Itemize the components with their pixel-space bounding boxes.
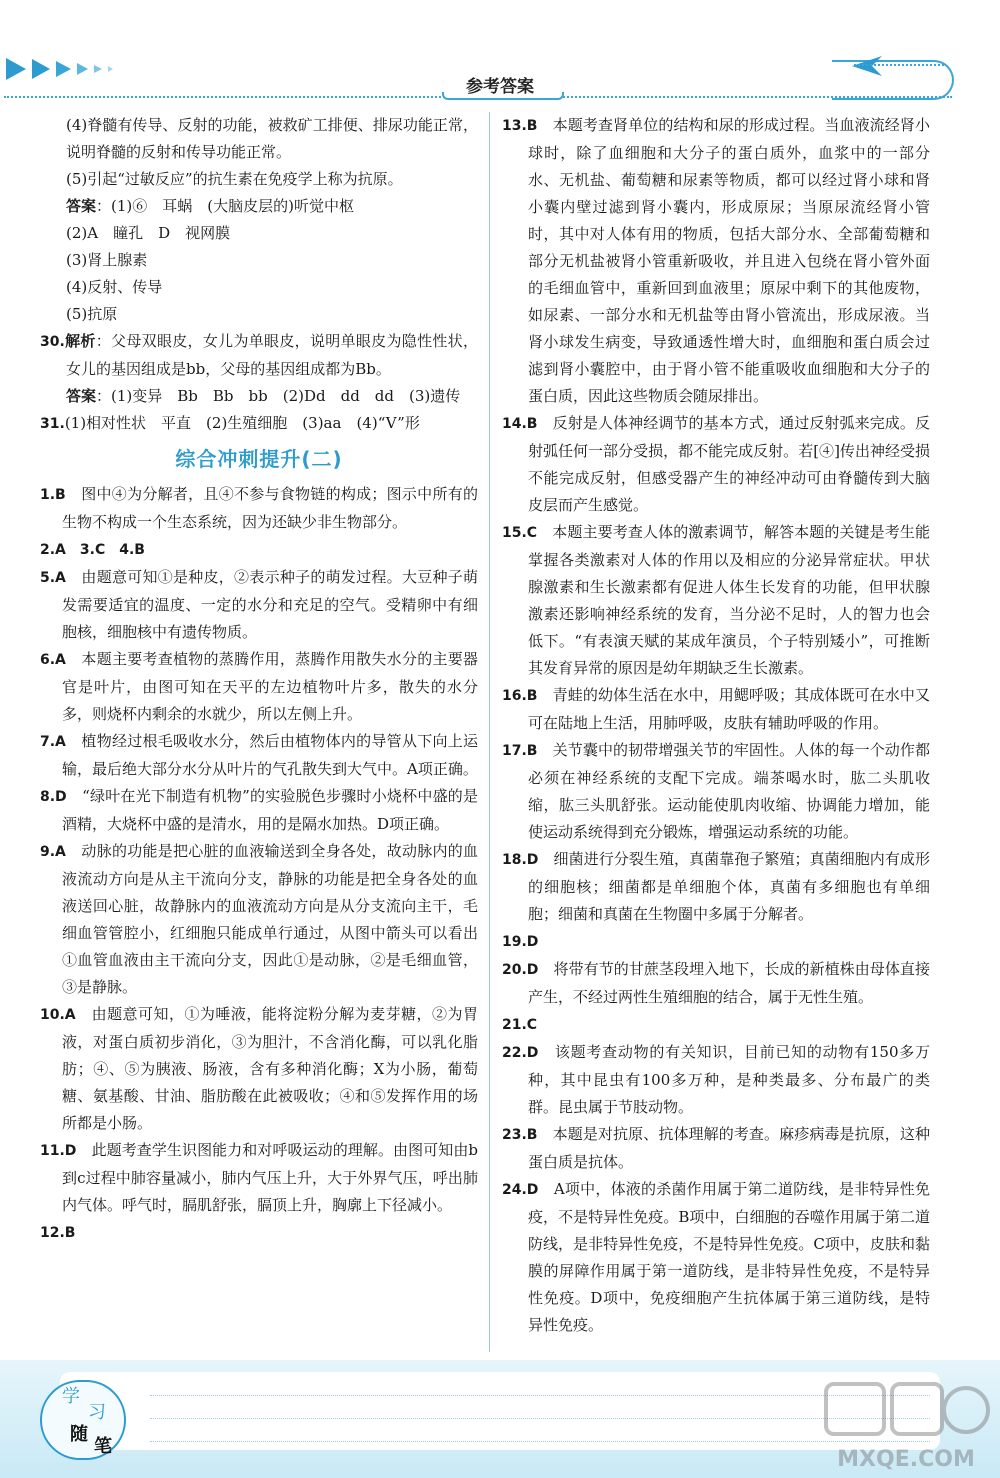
question-number: 5.A [40, 570, 66, 586]
question-number: 12.B [40, 1225, 76, 1241]
question-item [502, 682, 930, 737]
question-text: ：父母双眼皮，女儿为单眼皮，说明单眼皮为隐性性状，女儿的基因组成是bb，父母的基因组成都为Bb。 [66, 332, 478, 378]
question-item [502, 846, 930, 928]
question-text: 本题考查肾单位的结构和尿的形成过程。当血液流经肾小球时，除了血细胞和大分子的蛋白质外，血浆中的一部分水、无机盐、葡萄糖和尿素等物质，都可以经过肾小球和肾小囊内壁过滤到肾小囊内，形成原尿；当原尿流经肾小管时，其中对人体有用的物质，包括大部分水、全部葡萄糖和部分无机盐被肾小管重新吸收，并且进入包绕在肾小管外面的毛细血管中，重新回到血液里；原尿中剩下的其他废物，如尿素、一部分水和无机盐等由肾小管流出，形成尿液。当肾小球发生病变，导致通透性增大时，血细胞和蛋白质会过滤到肾小囊腔中，由于肾小管不能重吸收血细胞和大分子的蛋白质，因此这些物质会随尿排出。 [528, 116, 930, 405]
arrow-icon [32, 59, 50, 79]
watermark-logo [822, 1378, 990, 1474]
answer-text: (4)反射、传导 [66, 278, 163, 296]
question-number: 24.D [502, 1182, 539, 1198]
column-divider [489, 112, 490, 1352]
question-number: 7.A [40, 734, 66, 750]
answer-text: ：(1)变异 Bb Bb bb (2)Dd dd dd (3)遗传 [96, 387, 461, 405]
question-item [40, 646, 478, 728]
question-text: 本题主要考查人体的激素调节，解答本题的关键是考生能掌握各类激素对人体的作用以及相应的分泌异常症状。甲状腺激素和生长激素都有促进人体生长发育的功能，但甲状腺激素还影响神经系统的发育，当分泌不足时，人的智力也会低下。“有表演天赋的某成年演员，个子特别矮小”，可推断其发育异常的原因是幼年期缺乏生长激素。 [528, 523, 930, 677]
question-text: 动脉的功能是把心脏的血液输送到全身各处，故动脉内的血液流动方向是从主干流向分支，静脉的功能是把全身各处的血液送回心脏，故静脉内的血液流动方向是从分支流向主干，毛细血管管腔小，红细胞只能成单行通过，从图中箭头可以看出①血管血液由主干流向分支，因此①是动脉，②是毛细血管，③是静脉。 [62, 842, 478, 996]
question-item [40, 481, 478, 536]
question-item [502, 956, 930, 1011]
question-text: 植物经过根毛吸收水分，然后由植物体内的导管从下向上运输，最后绝大部分水分从叶片的气孔散失到大气中。A项正确。 [62, 732, 478, 778]
question-text: 青蛙的幼体生活在水中，用鳃呼吸；其成体既可在水中又可在陆地上生活，用肺呼吸，皮肤有辅助呼吸的作用。 [528, 686, 930, 732]
question-text: 图中④为分解者，且④不参与食物链的构成；图示中所有的生物不构成一个生态系统，因为还缺少非生物部分。 [62, 485, 478, 531]
question-text: A项中，体液的杀菌作用属于第二道防线，是非特异性免疫，不是特异性免疫。B项中，白细胞的吞噬作用属于第二道防线，是非特异性免疫，不是特异性免疫。C项中，皮肤和黏膜的屏障作用属于第一道防线，是非特异性免疫，不是特异性免疫。D项中，免疫细胞产生抗体属于第三道防线，是特异性免疫。 [528, 1180, 930, 1334]
question-number: 1.B [40, 487, 66, 503]
question-text: 本题是对抗原、抗体理解的考查。麻疹病毒是抗原，这种蛋白质是抗体。 [528, 1125, 930, 1171]
page-title: 参考答案 [466, 77, 534, 97]
answer-text: (3)肾上腺素 [66, 251, 148, 269]
analysis-label: 解析 [64, 332, 96, 350]
arrow-icon [6, 58, 26, 80]
note-line [150, 1395, 930, 1418]
arrow-icon [94, 65, 102, 73]
answer-label: 答案 [66, 197, 97, 215]
question-text: “绿叶在光下制造有机物”的实验脱色步骤时小烧杯中盛的是酒精，大烧杯中盛的是清水，用的是隔水加热。D项正确。 [62, 787, 478, 833]
question-number: 10.A [40, 1007, 76, 1023]
answer-text: (5)引起“过敏反应”的抗生素在免疫学上称为抗原。 [66, 170, 403, 188]
question-number: 31. [40, 416, 65, 432]
question-item [40, 1219, 478, 1247]
question-item [502, 928, 930, 956]
answer-text: ：(1)⑥ 耳蜗 (大脑皮层的)听觉中枢 [96, 197, 354, 215]
question-text: 细菌进行分裂生殖，真菌靠孢子繁殖；真菌细胞内有成形的细胞核；细菌都是单细胞个体，真菌有多细胞也有单细胞；细菌和真菌在生物圈中多属于分解者。 [528, 850, 930, 923]
question-item [40, 838, 478, 1001]
question-item [40, 1137, 478, 1219]
badge-char: 笔 [94, 1436, 112, 1457]
question-text: 由题意可知，①为唾液，能将淀粉分解为麦芽糖，②为胃液，对蛋白质初步消化，③为胆汁，不含消化酶，可以乳化脂肪；④、⑤为胰液、肠液，含有多种消化酶；X为小肠，葡萄糖、氨基酸、甘油、脂肪酸在此被吸收；④和⑤发挥作用的场所都是小肠。 [62, 1005, 478, 1132]
right-column [502, 112, 930, 1339]
question-item [502, 1176, 930, 1339]
header-arrows-left [6, 58, 113, 80]
answer-line [40, 383, 478, 410]
answer-line [40, 193, 478, 220]
question-number: 30. [40, 334, 65, 350]
question-number: 17.B [502, 743, 538, 759]
section-title: 综合冲刺提升(二) [175, 447, 343, 471]
header-dotted-accent [854, 64, 944, 66]
question-item [40, 536, 478, 564]
question-number: 6.A [40, 652, 66, 668]
answer-text: (4)脊髓有传导、反射的功能，被救矿工排便、排尿功能正常，说明脊髓的反射和传导功能正常。 [66, 116, 478, 161]
question-number: 13.B [502, 118, 538, 134]
arrow-icon [77, 63, 88, 75]
svg-text:MXQE.COM: MXQE.COM [837, 1447, 975, 1472]
question-number: 20.D [502, 962, 539, 978]
left-column [40, 112, 478, 1247]
arrow-icon [56, 61, 71, 77]
left-arrow-icon [852, 56, 882, 76]
badge-char: 习 [88, 1402, 106, 1423]
question-number: 9.A [40, 844, 66, 860]
question-item [40, 783, 478, 838]
question-number: 22.D [502, 1045, 539, 1061]
question-number: 11.D [40, 1143, 77, 1159]
question-number: 18.D [502, 852, 539, 868]
question-number: 15.C [502, 525, 538, 541]
question-number: 21.C [502, 1017, 538, 1033]
badge-char: 学 [62, 1386, 80, 1407]
question-item [502, 737, 930, 846]
question-number: 8.D [40, 789, 67, 805]
question-text: 本题主要考查植物的蒸腾作用，蒸腾作用散失水分的主要器官是叶片，由图可知在天平的左边植物叶片多，散失的水分多，则烧杯内剩余的水就少，所以左侧上升。 [62, 650, 478, 723]
question-item [40, 328, 478, 383]
question-number: 2.A 3.C 4.B [40, 542, 145, 558]
question-number: 23.B [502, 1127, 538, 1143]
question-item [502, 519, 930, 682]
question-item [40, 564, 478, 646]
question-text: (1)相对性状 平直 (2)生殖细胞 (3)aa (4)“V”形 [64, 414, 420, 432]
question-item [40, 410, 478, 438]
question-item [502, 1039, 930, 1121]
answer-text: (2)A 瞳孔 D 视网膜 [66, 224, 231, 242]
arrow-icon [108, 66, 113, 72]
question-item [40, 1001, 478, 1137]
page-header [0, 0, 1000, 110]
question-text: 反射是人体神经调节的基本方式，通过反射弧来完成。反射弧任何一部分受损，都不能完成反射。若[④]传出神经受损不能完成反射，但感受器产生的神经冲动可由脊髓传到大脑皮层而产生感觉。 [528, 414, 930, 514]
question-number: 14.B [502, 416, 538, 432]
question-text: 该题考查动物的有关知识，目前已知的动物有150多万种，其中昆虫有100多万种，是种类最多、分布最广的类群。昆虫属于节肢动物。 [528, 1043, 930, 1116]
question-text: 关节囊中的韧带增强关节的牢固性。人体的每一个动作都必须在神经系统的支配下完成。端茶喝水时，肱二头肌收缩，肱三头肌舒张。运动能使肌肉收缩、协调能力增加，能使运动系统得到充分锻炼，增强运动系统的功能。 [528, 741, 930, 841]
note-line [150, 1441, 930, 1464]
answer-text: (5)抗原 [66, 305, 118, 323]
question-item [502, 410, 930, 519]
question-item [502, 1011, 930, 1039]
question-item [40, 728, 478, 783]
header-rounded-cap [832, 60, 954, 100]
question-text: 由题意可知①是种皮，②表示种子的萌发过程。大豆种子萌发需要适宜的温度、一定的水分和充足的空气。受精卵中有细胞核，细胞核中有遗传物质。 [62, 568, 478, 641]
question-text: 将带有节的甘蔗茎段埋入地下，长成的新植株由母体直接产生，不经过两性生殖细胞的结合，属于无性生殖。 [528, 960, 930, 1006]
question-item [502, 1121, 930, 1176]
answer-label: 答案 [66, 387, 97, 405]
note-line [150, 1418, 930, 1441]
question-number: 19.D [502, 934, 539, 950]
question-text: 此题考查学生识图能力和对呼吸运动的理解。由图可知由b到c过程中肺容量减小，肺内气压上升，大于外界气压，呼出肺内气体。呼气时，膈肌舒张，膈顶上升，胸廓上下径减小。 [62, 1141, 478, 1214]
badge-char: 随 [70, 1424, 88, 1445]
question-number: 16.B [502, 688, 538, 704]
question-item [502, 112, 930, 410]
notes-lines [150, 1395, 930, 1464]
